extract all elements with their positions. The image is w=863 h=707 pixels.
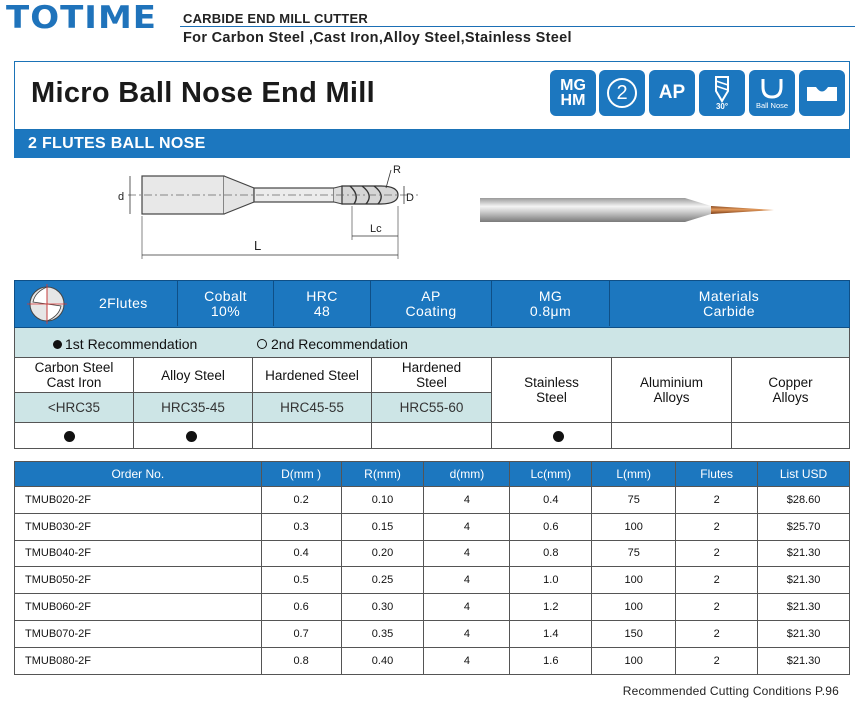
cell: 4 (424, 647, 510, 674)
mark-cell-alloy (133, 422, 253, 449)
spec-hrc-l1: HRC (306, 287, 338, 304)
col-R: R(mm) (341, 462, 424, 487)
cell: 100 (592, 513, 676, 540)
cell: 75 (592, 540, 676, 567)
material-carbon-l1: Carbon Steel (34, 360, 114, 375)
cell: 0.2 (261, 487, 341, 514)
spec-materials-cell (610, 281, 848, 326)
price-cell: $28.60 (758, 487, 850, 514)
drawing-label-D: D (406, 192, 414, 204)
spec-ap-l1: AP (421, 287, 441, 304)
drawing-label-Lc: Lc (370, 223, 382, 235)
col-flutes: Flutes (676, 462, 758, 487)
cell: 4 (424, 620, 510, 647)
order-no-cell: TMUB050-2F (15, 567, 262, 594)
mg-badge-line1: MG (560, 77, 586, 94)
mark-cell-hardened (252, 422, 372, 449)
cell: 2 (676, 647, 758, 674)
recommendation-legend (14, 328, 850, 358)
ball-nose-badge (749, 70, 795, 116)
cell: 0.25 (341, 567, 424, 594)
hrc-range-hardened2: HRC55-60 (371, 392, 492, 423)
cell: 2 (676, 594, 758, 621)
spec-mg-cell (492, 281, 610, 326)
material-carbon-l2: Cast Iron (46, 375, 102, 390)
tool-photo (476, 180, 776, 235)
spec-flutes-cell (15, 281, 178, 326)
cell: 0.15 (341, 513, 424, 540)
price-cell: $21.30 (758, 594, 850, 621)
spec-ap-cell (371, 281, 492, 326)
spec-materials-l1: Materials (698, 287, 760, 304)
material-hardened-steel-2 (371, 357, 492, 393)
spec-hrc-l2: 48 (313, 302, 331, 319)
material-stainless-steel (491, 357, 612, 423)
price-cell: $25.70 (758, 513, 850, 540)
cell: 100 (592, 567, 676, 594)
cell: 4 (424, 594, 510, 621)
header-tagline: For Carbon Steel ,Cast Iron,Alloy Steel,Stainless Steel (183, 30, 572, 46)
mark-cell-stainless (491, 422, 612, 449)
material-alloy-label: Alloy Steel (161, 367, 225, 383)
material-stainless-l2: Steel (536, 390, 567, 405)
col-d: d(mm) (424, 462, 510, 487)
mark-cell-aluminium (611, 422, 732, 449)
cell: 4 (424, 513, 510, 540)
col-L: L(mm) (592, 462, 676, 487)
cell: 2 (676, 567, 758, 594)
cell: 0.3 (261, 513, 341, 540)
first-recommendation-label: 1st Recommendation (65, 336, 198, 352)
material-copper-l2: Alloys (772, 390, 809, 405)
cell: 4 (424, 567, 510, 594)
angle-badge-label: 30° (715, 102, 729, 111)
order-no-cell: TMUB040-2F (15, 540, 262, 567)
flute-cross-section-icon (25, 284, 69, 324)
cell: 0.30 (341, 594, 424, 621)
cell: 0.10 (341, 487, 424, 514)
mg-hm-badge (550, 70, 596, 116)
table-row (15, 513, 850, 540)
cell: 2 (676, 540, 758, 567)
col-list-usd: List USD (758, 462, 850, 487)
spec-flutes-label: 2Flutes (99, 295, 148, 311)
order-no-cell: TMUB020-2F (15, 487, 262, 514)
section-bar (14, 130, 850, 158)
spec-materials-l2: Carbide (703, 302, 755, 319)
hollow-circle-icon (257, 339, 267, 349)
material-alloy-steel (133, 357, 253, 393)
table-row (15, 647, 850, 674)
cell: 4 (424, 540, 510, 567)
footer-note: Recommended Cutting Conditions P.96 (622, 684, 839, 698)
header-subtitle: CARBIDE END MILL CUTTER (183, 11, 368, 26)
price-cell: $21.30 (758, 620, 850, 647)
order-no-cell: TMUB060-2F (15, 594, 262, 621)
cell: 75 (592, 487, 676, 514)
first-recommendation-dot-icon (186, 431, 197, 442)
two-flutes-badge (599, 70, 645, 116)
mg-badge-line2: HM (560, 92, 586, 109)
col-D: D(mm ) (261, 462, 341, 487)
material-carbon-steel (14, 357, 134, 393)
order-table-header (15, 462, 850, 487)
cell: 0.4 (261, 540, 341, 567)
table-row (15, 620, 850, 647)
cell: 0.8 (261, 647, 341, 674)
order-no-cell: TMUB030-2F (15, 513, 262, 540)
filled-dot-icon (53, 340, 62, 349)
material-copper-alloys (731, 357, 850, 423)
first-recommendation-dot-icon (64, 431, 75, 442)
second-recommendation-label: 2nd Recommendation (271, 336, 408, 352)
material-aluminium-l1: Aluminium (639, 375, 704, 390)
cell: 4 (424, 487, 510, 514)
product-title: Micro Ball Nose End Mill (31, 77, 375, 109)
material-aluminium-l2: Alloys (653, 390, 690, 405)
table-row (15, 567, 850, 594)
hrc-range-carbon: <HRC35 (14, 392, 134, 423)
hrc-range-hardened: HRC45-55 (252, 392, 372, 423)
spec-hrc-cell (274, 281, 371, 326)
material-hardened2-l1: Hardened (401, 360, 462, 375)
material-hardened-label: Hardened Steel (265, 367, 359, 383)
ap-badge-label: AP (658, 82, 686, 103)
col-Lc: Lc(mm) (510, 462, 592, 487)
cell: 150 (592, 620, 676, 647)
cell: 0.6 (510, 513, 592, 540)
cell: 1.6 (510, 647, 592, 674)
cell: 1.2 (510, 594, 592, 621)
price-cell: $21.30 (758, 647, 850, 674)
ball-nose-icon (757, 77, 787, 101)
order-no-cell: TMUB080-2F (15, 647, 262, 674)
first-recommendation-dot-icon (553, 431, 564, 442)
spec-cobalt-l2: 10% (210, 302, 241, 319)
price-cell: $21.30 (758, 540, 850, 567)
cell: 0.6 (261, 594, 341, 621)
profile-shape-icon (805, 81, 839, 105)
cell: 1.0 (510, 567, 592, 594)
flutes-badge-number: 2 (616, 81, 628, 104)
cell: 1.4 (510, 620, 592, 647)
spec-cobalt-cell (178, 281, 274, 326)
table-row (15, 540, 850, 567)
mark-cell-hardened2 (371, 422, 492, 449)
product-title-box (14, 61, 850, 130)
section-bar-label: 2 FLUTES BALL NOSE (28, 135, 206, 152)
spec-ap-l2: Coating (405, 302, 457, 319)
cell: 0.8 (510, 540, 592, 567)
cell: 100 (592, 647, 676, 674)
cell: 0.40 (341, 647, 424, 674)
spec-mg-l1: MG (538, 287, 563, 304)
material-aluminium-alloys (611, 357, 732, 423)
drawing-label-L: L (254, 238, 262, 253)
mark-cell-carbon (14, 422, 134, 449)
header-divider (180, 26, 855, 27)
spec-header-row (14, 280, 850, 328)
drawing-label-R: R (393, 164, 401, 176)
price-cell: $21.30 (758, 567, 850, 594)
cell: 0.5 (261, 567, 341, 594)
cell: 2 (676, 513, 758, 540)
col-order-no: Order No. (15, 462, 262, 487)
material-stainless-l1: Stainless (524, 375, 579, 390)
spec-mg-l2: 0.8μm (529, 302, 572, 319)
drill-icon (707, 75, 737, 103)
flutes-circle-icon (607, 78, 637, 108)
cell: 2 (676, 620, 758, 647)
ball-nose-badge-label: Ball Nose (755, 100, 789, 110)
spec-cobalt-l1: Cobalt (204, 287, 247, 304)
brand-logo: TOTIME (6, 0, 157, 37)
order-table (14, 461, 850, 675)
cell: 100 (592, 594, 676, 621)
cell: 0.20 (341, 540, 424, 567)
cell: 2 (676, 487, 758, 514)
material-hardened2-l2: Steel (416, 375, 447, 390)
helix-angle-badge (699, 70, 745, 116)
cell: 0.35 (341, 620, 424, 647)
profile-badge (799, 70, 845, 116)
table-row (15, 487, 850, 514)
drawing-label-d: d (118, 191, 125, 203)
material-copper-l1: Copper (768, 375, 813, 390)
cell: 0.4 (510, 487, 592, 514)
ap-coating-badge (649, 70, 695, 116)
table-row (15, 594, 850, 621)
cell: 0.7 (261, 620, 341, 647)
hrc-range-alloy: HRC35-45 (133, 392, 253, 423)
tool-dimension-drawing (108, 164, 438, 262)
material-hardened-steel (252, 357, 372, 393)
order-no-cell: TMUB070-2F (15, 620, 262, 647)
mark-cell-copper (731, 422, 850, 449)
